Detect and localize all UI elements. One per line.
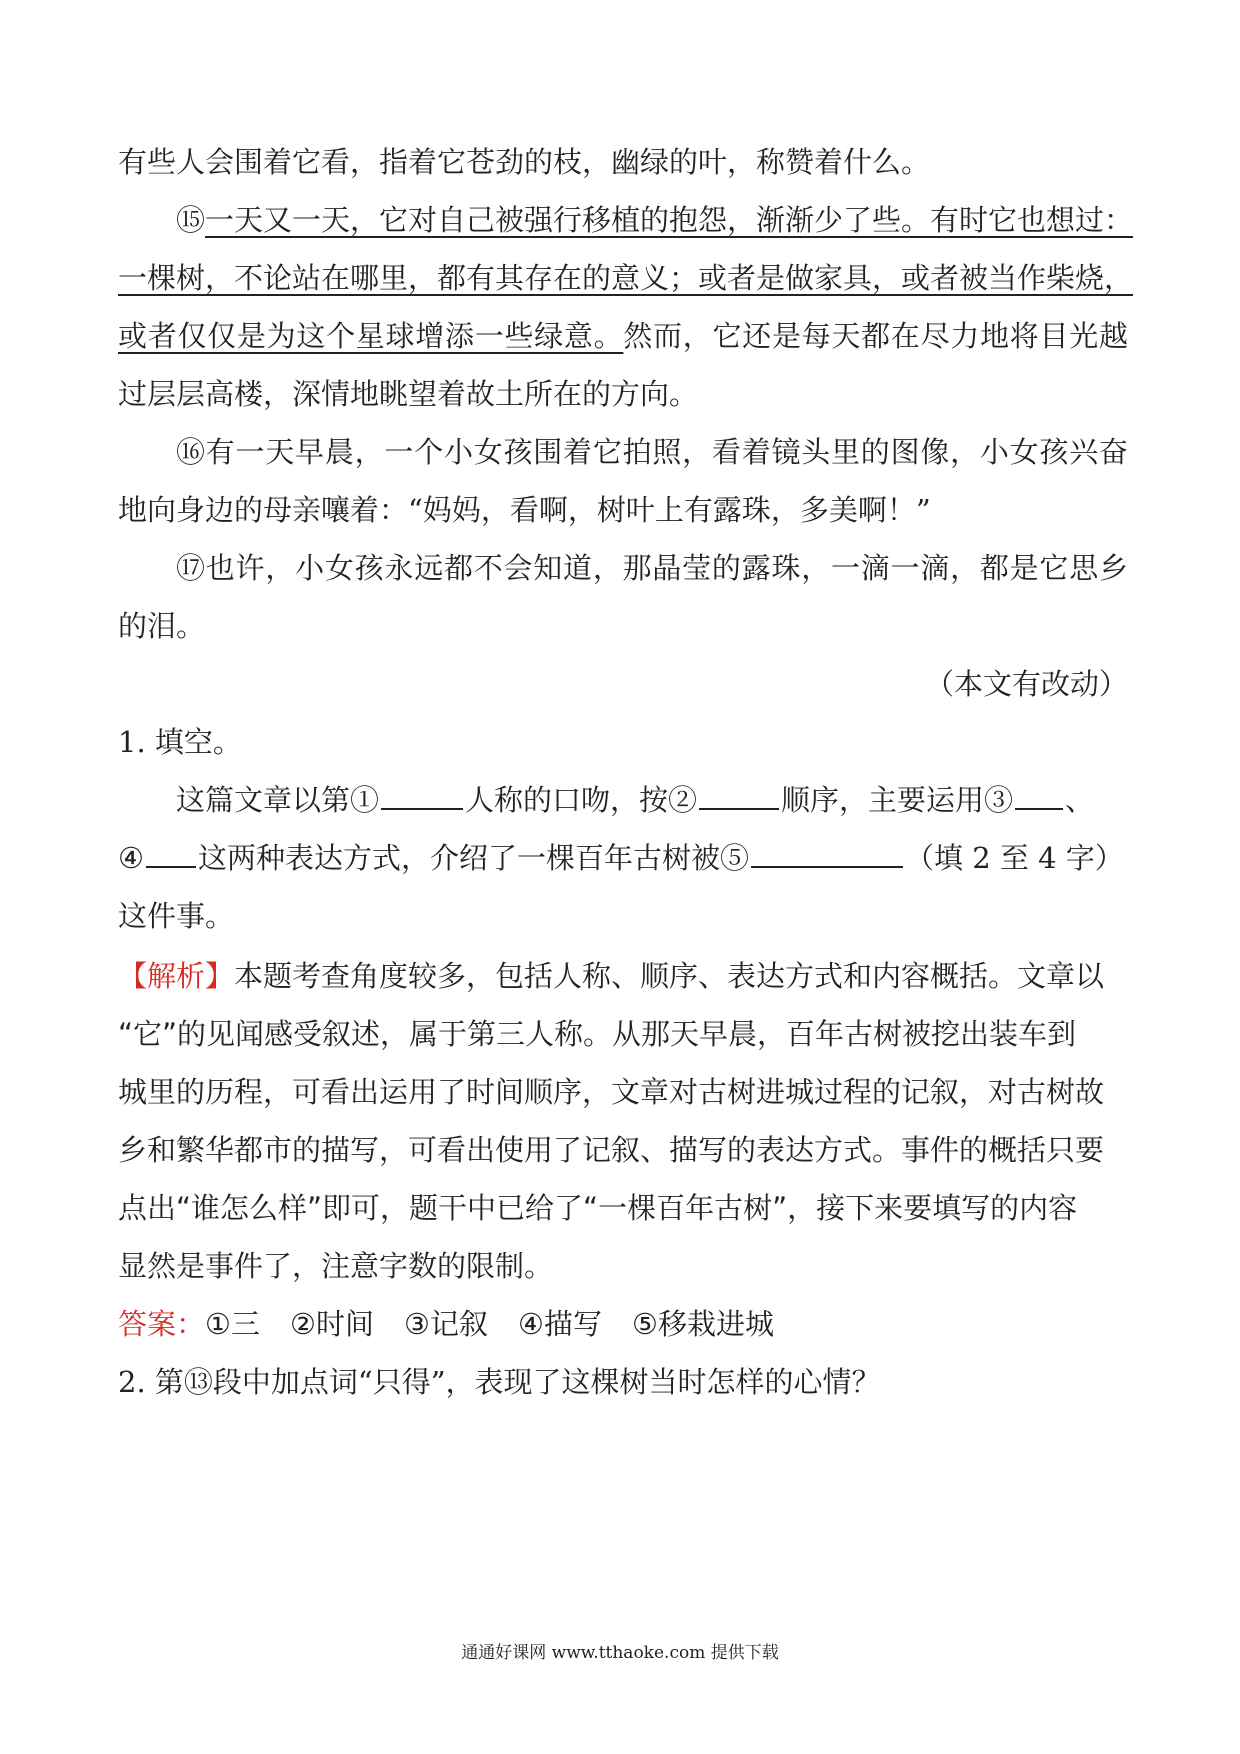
paragraph-16-line-2: 地向身边的母亲嚷着：“妈妈，看啊，树叶上有露珠，多美啊！” [118, 493, 931, 527]
answer-label: 答案： [118, 1307, 206, 1341]
underlined-sentence: 一棵树，不论站在哪里，都有其存在的意义；或者是做家具，或者被当作柴烧， [118, 261, 1134, 295]
analysis-label: 【解析】 [118, 959, 235, 993]
paragraph-text: 有一天早晨，一个小女孩围着它拍照，看着镜头里的图像，小女孩兴奋 [205, 435, 1128, 469]
fill-blank-1 [381, 780, 463, 810]
paragraph-15-line-1 [176, 200, 1134, 240]
paragraph-number-17: ⑰ [176, 551, 206, 585]
source-note: （本文有改动） [924, 667, 1128, 701]
answer-item-2: ②时间 [290, 1307, 375, 1341]
paragraph-15-line-4: 过层层高楼，深情地眺望着故土所在的方向。 [118, 377, 699, 411]
paragraph-14-tail: 有些人会围着它看，指着它苍劲的枝，幽绿的叶，称赞着什么。 [118, 145, 931, 179]
paragraph-number-15: ⑮ [176, 203, 206, 237]
paragraph-number-16: ⑯ [176, 435, 206, 469]
question-text: 、 [1065, 783, 1095, 817]
question-text: 这篇文章以第① [176, 783, 380, 817]
analysis-line-3: 城里的历程，可看出运用了时间顺序，文章对古树进城过程的记叙，对古树故 [118, 1075, 1105, 1109]
paragraph-17-line-1 [176, 548, 1128, 588]
question-text: 顺序，主要运用③ [781, 783, 1014, 817]
question-1-line-2 [118, 838, 1128, 878]
question-text: ④ [118, 841, 144, 875]
question-text: 人称的口吻，按② [465, 783, 698, 817]
underlined-sentence: 一天又一天，它对自己被强行移植的抱怨，渐渐少了些。有时它也想过： [205, 203, 1134, 237]
analysis-line-5: 点出“谁怎么样”即可，题干中已给了“一棵百年古树”，接下来要填写的内容 [118, 1191, 1078, 1225]
paragraph-15-line-3 [118, 316, 1128, 356]
fill-blank-5 [751, 838, 903, 868]
question-1-line-3: 这件事。 [118, 899, 235, 933]
fill-blank-4 [146, 838, 196, 868]
paragraph-15-line-2 [118, 258, 1134, 298]
analysis-line-1 [118, 956, 1128, 996]
answer-line [118, 1304, 1128, 1344]
analysis-line-4: 乡和繁华都市的描写，可看出使用了记叙、描写的表达方式。事件的概括只要 [118, 1133, 1105, 1167]
question-text: （填 2 至 4 字） [905, 841, 1124, 875]
fill-blank-2 [699, 780, 779, 810]
answer-item-4: ④描写 [518, 1307, 603, 1341]
analysis-line-6: 显然是事件了，注意字数的限制。 [118, 1249, 554, 1283]
underlined-sentence: 或者仅仅是为这个星球增添一些绿意。 [118, 319, 624, 353]
paragraph-text: 也许，小女孩永远都不会知道，那晶莹的露珠，一滴一滴，都是它思乡 [205, 551, 1128, 585]
question-1-title: 1. 填空。 [118, 725, 242, 759]
question-2-title: 2. 第⑬段中加点词“只得”，表现了这棵树当时怎样的心情？ [118, 1365, 881, 1399]
paragraph-17-line-2: 的泪。 [118, 609, 206, 643]
question-1-line-1 [176, 780, 1128, 820]
answer-item-5: ⑤移栽进城 [632, 1307, 775, 1341]
page-footer: 通通好课网 www.tthaoke.com 提供下载 [461, 1643, 779, 1663]
analysis-text: 本题考查角度较多，包括人称、顺序、表达方式和内容概括。文章以 [234, 959, 1105, 993]
paragraph-16-line-1 [176, 432, 1128, 472]
answer-item-1: ①三 [205, 1307, 261, 1341]
analysis-line-2: “它”的见闻感受叙述，属于第三人称。从那天早晨，百年古树被挖出装车到 [118, 1017, 1077, 1051]
fill-blank-3 [1015, 780, 1063, 810]
question-text: 这两种表达方式，介绍了一棵百年古树被⑤ [198, 841, 750, 875]
paragraph-text: 然而，它还是每天都在尽力地将目光越 [623, 319, 1128, 353]
answer-item-3: ③记叙 [404, 1307, 489, 1341]
